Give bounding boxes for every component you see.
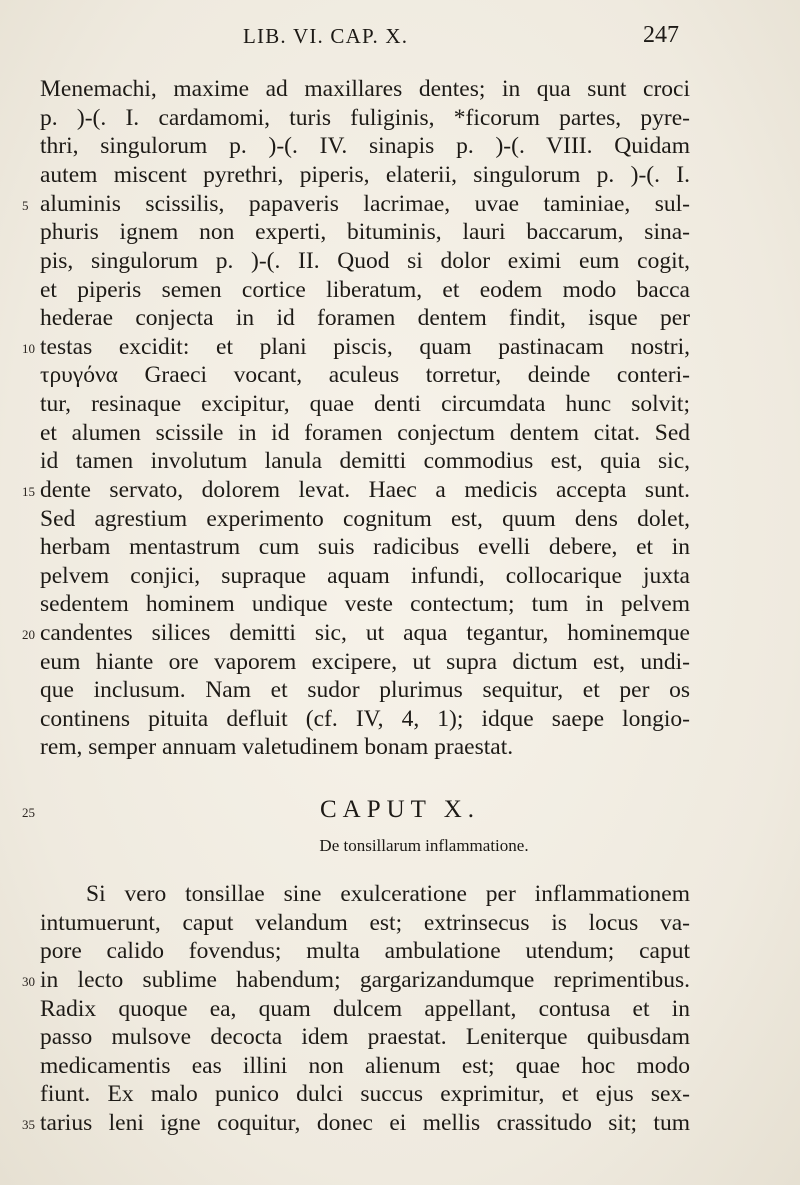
text-line: passo mulsove decocta idem praestat. Leniterque quibusdam	[40, 1024, 690, 1050]
text-line: tarius leni igne coquitur, donec ei mellis crassitudo sit; tum	[40, 1110, 690, 1136]
text-line: phuris ignem non experti, bituminis, lauri baccarum, sina-	[40, 219, 690, 245]
text-line: Si vero tonsillae sine exulceratione per inflammationem	[86, 881, 690, 907]
line-number: 25	[22, 805, 35, 820]
text-line: thri, singulorum p. )-(. IV. sinapis p. )-(. VIII. Quidam	[40, 133, 690, 159]
text-line: intumuerunt, caput velandum est; extrinsecus is locus va-	[40, 910, 690, 936]
chapter-subtitle: De tonsillarum inflammatione.	[319, 836, 529, 855]
text-line: Menemachi, maxime ad maxillares dentes; in qua sunt croci	[40, 76, 690, 102]
line-number: 20	[22, 627, 35, 642]
text-line: tur, resinaque excipitur, quae denti circumdata hunc solvit;	[40, 391, 690, 417]
text-line: candentes silices demitti sic, ut aqua tegantur, hominemque	[40, 620, 690, 646]
text-line: herbam mentastrum cum suis radicibus evelli debere, et in	[40, 534, 690, 560]
text-line: in lecto sublime habendum; gargarizandumque reprimentibus.	[40, 967, 690, 993]
line-number: 30	[22, 974, 35, 989]
text-line: τρυγόνα Graeci vocant, aculeus torretur, deinde conteri-	[40, 362, 690, 388]
text-line: id tamen involutum lanula demitti commodius est, quia sic,	[40, 448, 690, 474]
page-number: 247	[643, 22, 679, 48]
text-line: Sed agrestium experimento cognitum est, quum dens dolet,	[40, 506, 690, 532]
line-number: 5	[22, 198, 29, 213]
text-line: p. )-(. I. cardamomi, turis fuliginis, *ficorum partes, pyre-	[40, 105, 690, 131]
text-line: medicamentis eas illini non alienum est; quae hoc modo	[40, 1053, 690, 1079]
text-line: et alumen scissile in id foramen conjectum dentem citat. Sed	[40, 420, 690, 446]
line-number: 10	[22, 341, 35, 356]
text-line: Radix quoque ea, quam dulcem appellant, contusa et in	[40, 996, 690, 1022]
text-line: pis, singulorum p. )-(. II. Quod si dolor eximi eum cogit,	[40, 248, 690, 274]
running-head: LIB. VI. CAP. X.	[243, 24, 409, 48]
text-line: autem miscent pyrethri, piperis, elaterii, singulorum p. )-(. I.	[40, 162, 690, 188]
text-line: fiunt. Ex malo punico dulci succus exprimitur, et ejus sex-	[40, 1081, 690, 1107]
chapter-title: CAPUT X.	[319, 796, 481, 823]
text-line: pore calido fovendus; multa ambulatione utendum; caput	[40, 938, 690, 964]
text-line: aluminis scissilis, papaveris lacrimae, uvae taminiae, sul-	[40, 191, 690, 217]
text-line: rem, semper annuam valetudinem bonam praestat.	[40, 734, 514, 760]
line-number: 15	[22, 484, 35, 499]
text-line: testas excidit: et plani piscis, quam pastinacam nostri,	[40, 334, 690, 360]
text-line: pelvem conjici, supraque aquam infundi, collocarique juxta	[40, 563, 690, 589]
text-line: sedentem hominem undique veste contectum; tum in pelvem	[40, 591, 690, 617]
line-number: 35	[22, 1117, 35, 1132]
text-line: eum hiante ore vaporem excipere, ut supra dictum est, undi-	[40, 649, 690, 675]
text-line: continens pituita defluit (cf. IV, 4, 1); idque saepe longio-	[40, 706, 690, 732]
text-line: dente servato, dolorem levat. Haec a medicis accepta sunt.	[40, 477, 690, 503]
text-line: et piperis semen cortice liberatum, et eodem modo bacca	[40, 277, 690, 303]
text-line: hederae conjecta in id foramen dentem findit, isque per	[40, 305, 690, 331]
text-line: que inclusum. Nam et sudor plurimus sequitur, et per os	[40, 677, 690, 703]
